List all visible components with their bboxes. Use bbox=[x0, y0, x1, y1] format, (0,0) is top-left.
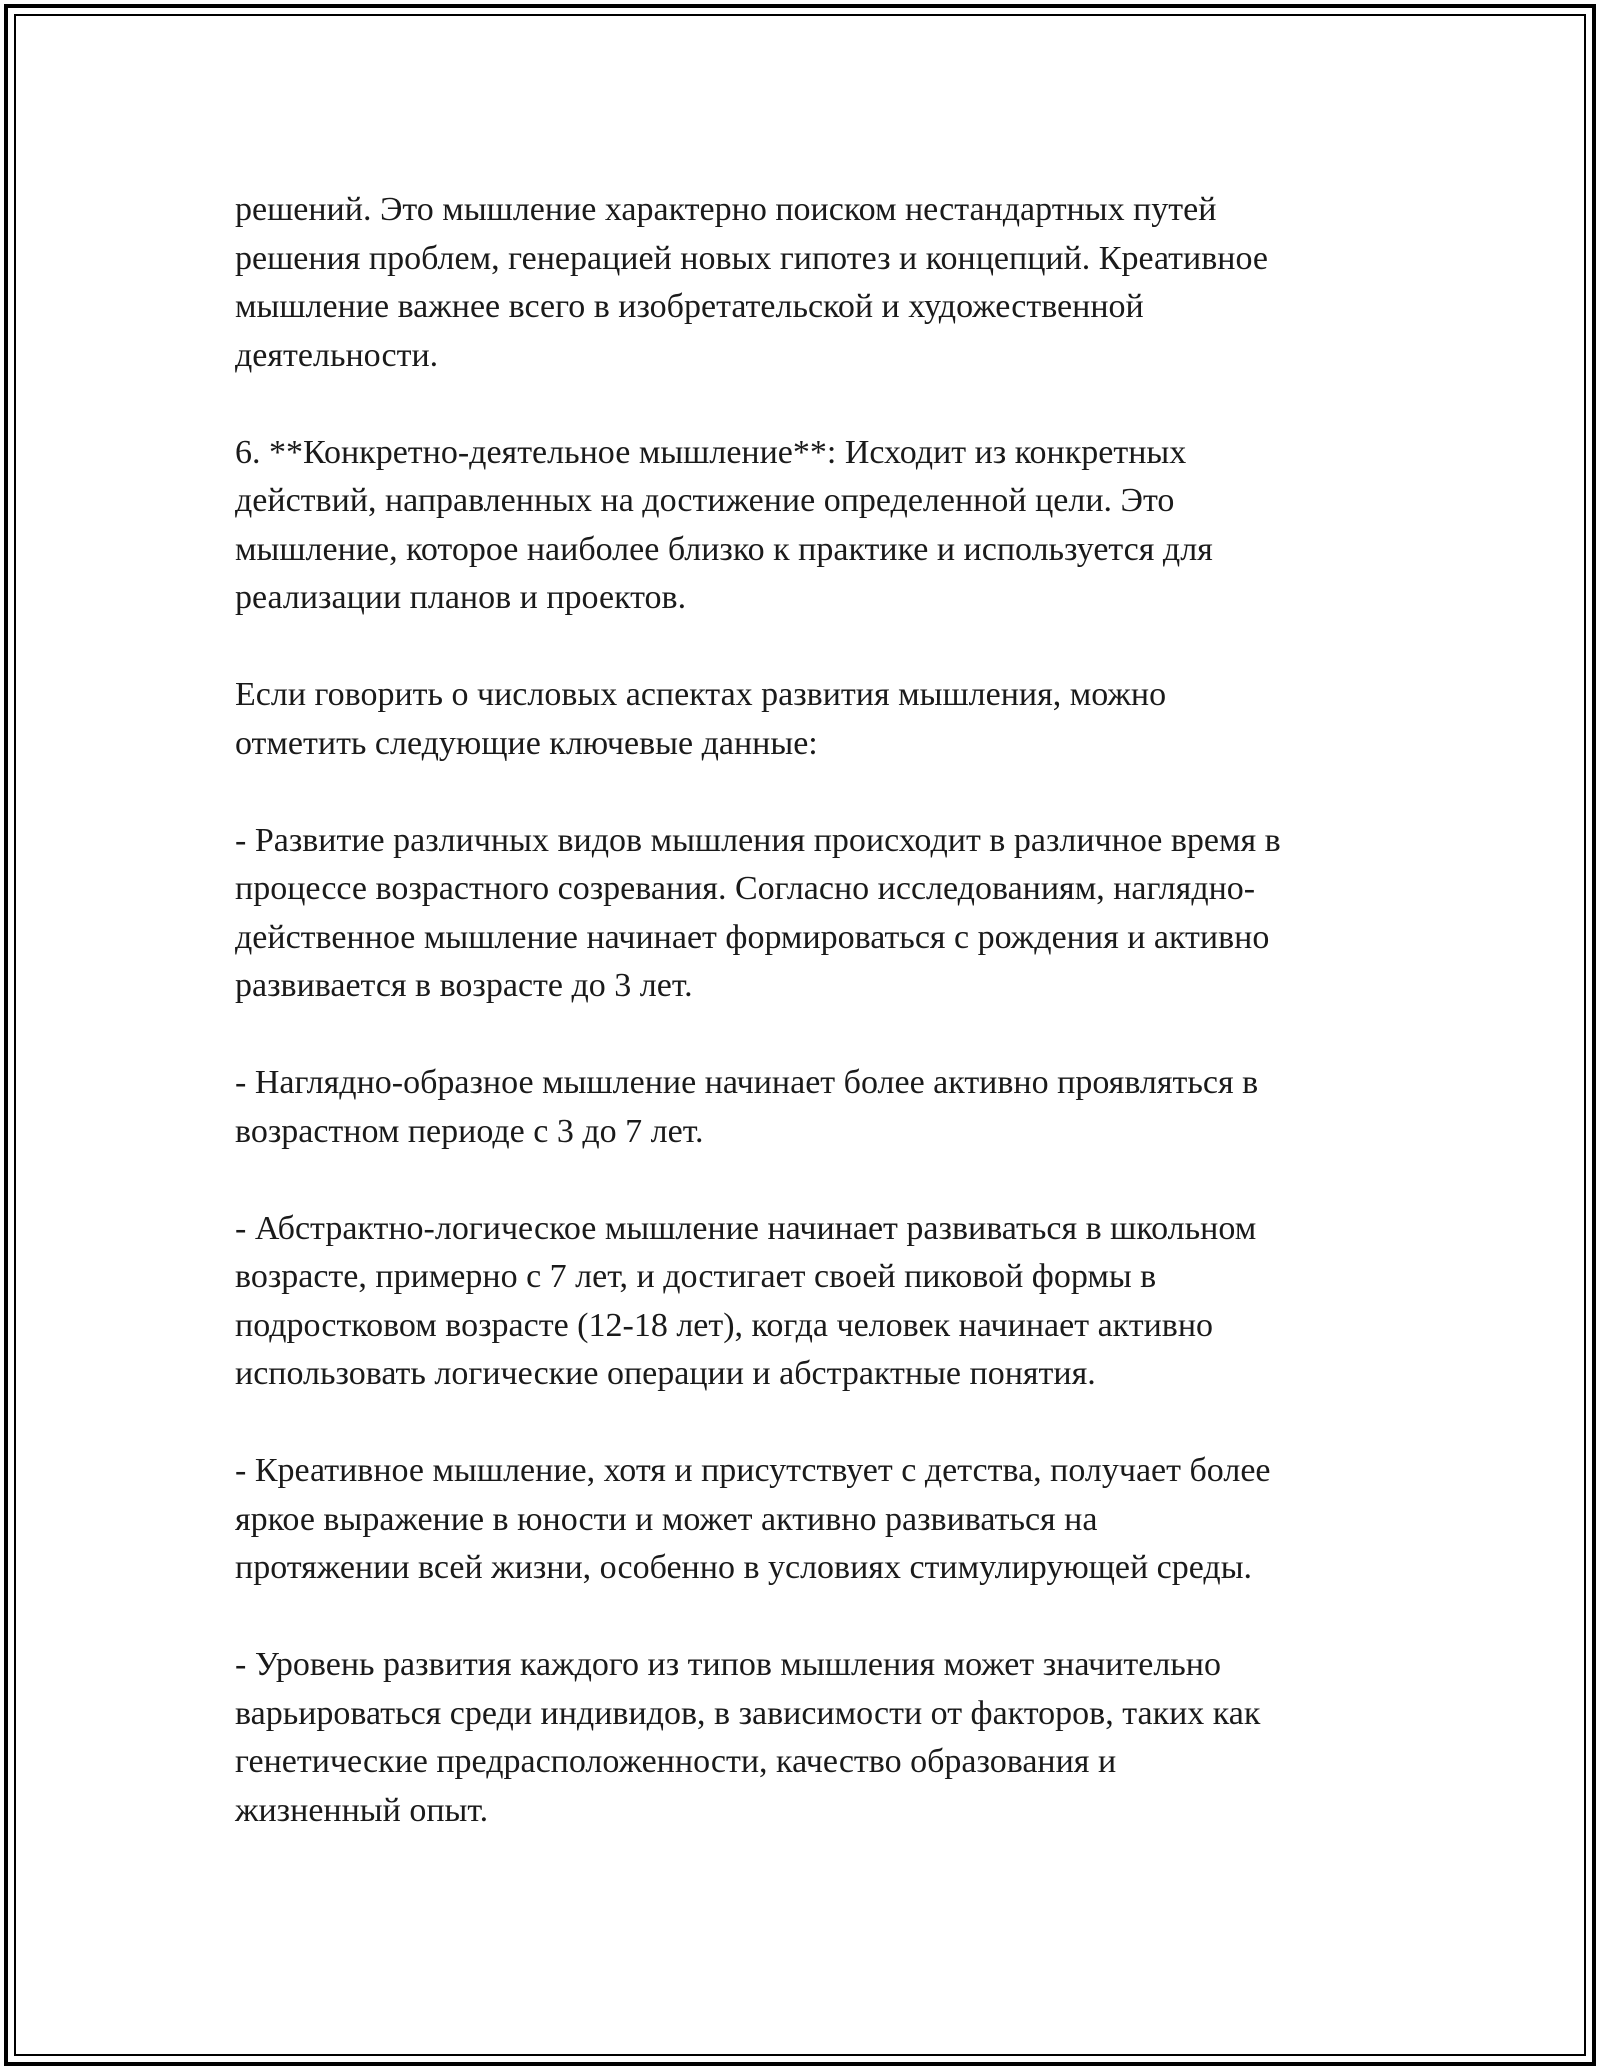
text-line: использовать логические операции и абстрактные понятия. bbox=[235, 1355, 1096, 1392]
list-item-development-timing bbox=[235, 817, 1385, 1011]
text-line: мышление, которое наиболее близко к практике и используется для bbox=[235, 530, 1213, 568]
text-line: 6. **Конкретно-деятельное мышление**: Исходит из конкретных bbox=[235, 433, 1187, 471]
text-line: возрастном периоде с 3 до 7 лет. bbox=[235, 1112, 704, 1150]
text-line: развивается в возрасте до 3 лет. bbox=[235, 967, 693, 1004]
text-line: отметить следующие ключевые данные: bbox=[235, 724, 818, 762]
text-line: мышление важнее всего в изобретательской и художественной bbox=[235, 288, 1144, 325]
text-line: - Развитие различных видов мышления происходит в различное время в bbox=[235, 821, 1281, 859]
text-line: варьироваться среди индивидов, в зависимости от факторов, таких как bbox=[235, 1694, 1261, 1732]
text-line: действенное мышление начинает формироваться с рождения и активно bbox=[235, 918, 1270, 956]
text-line: - Уровень развития каждого из типов мышления может значительно bbox=[235, 1646, 1221, 1683]
list-item-creative bbox=[235, 1447, 1385, 1593]
text-line: действий, направленных на достижение определенной цели. Это bbox=[235, 482, 1175, 519]
text-line: возрасте, примерно с 7 лет, и достигает своей пиковой формы в bbox=[235, 1258, 1157, 1295]
paragraph-creative-thinking-end bbox=[235, 186, 1385, 380]
text-line: генетические предрасположенности, качество образования и bbox=[235, 1743, 1117, 1780]
paragraph-numeric-aspects-intro bbox=[235, 671, 1385, 768]
text-line: реализации планов и проектов. bbox=[235, 579, 687, 616]
text-line: - Абстрактно-логическое мышление начинает развиваться в школьном bbox=[235, 1209, 1257, 1247]
text-line: решений. Это мышление характерно поиском нестандартных путей bbox=[235, 191, 1217, 228]
text-line: решения проблем, генерацией новых гипотез и концепций. Креативное bbox=[235, 239, 1268, 277]
text-line: Если говорить о числовых аспектах развития мышления, можно bbox=[235, 676, 1167, 713]
document-body bbox=[235, 186, 1385, 1835]
text-line: - Наглядно-образное мышление начинает более активно проявляться в bbox=[235, 1064, 1259, 1101]
list-item-visual-figurative bbox=[235, 1059, 1385, 1156]
text-line: подростковом возрасте (12-18 лет), когда человек начинает активно bbox=[235, 1306, 1214, 1344]
text-line: протяжении всей жизни, особенно в условиях стимулирующей среды. bbox=[235, 1549, 1253, 1586]
text-line: деятельности. bbox=[235, 336, 439, 374]
list-item-abstract-logical bbox=[235, 1205, 1385, 1399]
text-line: - Креативное мышление, хотя и присутствует с детства, получает более bbox=[235, 1452, 1271, 1489]
paragraph-concrete-activity-thinking bbox=[235, 429, 1385, 623]
text-line: жизненный опыт. bbox=[235, 1791, 489, 1829]
list-item-individual-variation bbox=[235, 1641, 1385, 1835]
text-line: процессе возрастного созревания. Согласно исследованиям, наглядно- bbox=[235, 870, 1256, 907]
text-line: яркое выражение в юности и может активно развиваться на bbox=[235, 1500, 1098, 1538]
